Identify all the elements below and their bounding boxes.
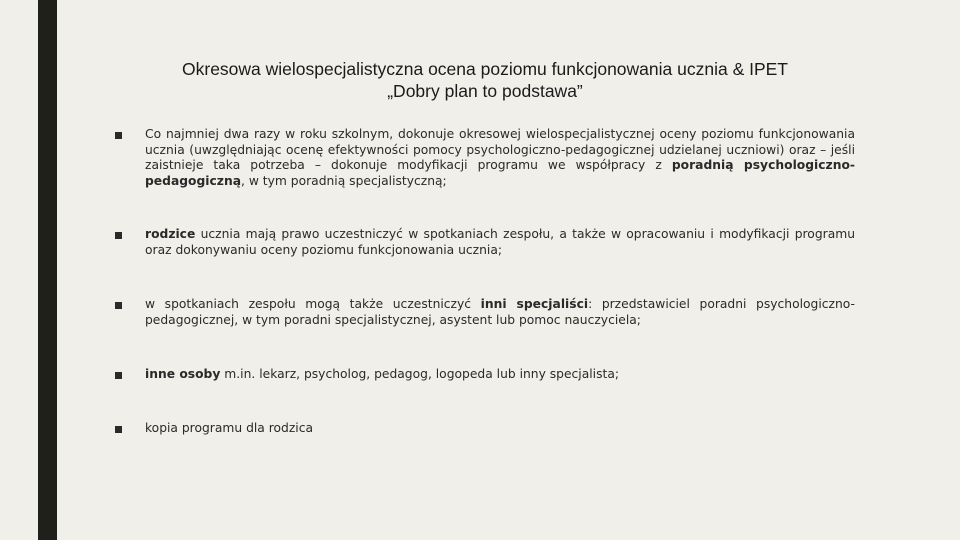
- bullet-item-3: [113, 297, 855, 328]
- title-line-1: Okresowa wielospecjalistyczna ocena poziomu funkcjonowania ucznia & IPET: [182, 59, 788, 79]
- square-bullet-icon: [115, 302, 122, 309]
- bullet-text-bold: inne osoby: [145, 367, 221, 381]
- bullet-text-part: Co najmniej dwa razy w roku szkolnym, dokonuje okresowej wielospecjalistycznej oceny poziomu funkcjonowania ucznia (uwzględniając ocenę efektywności pomocy psychologiczno-pedagogicznej udzielanej uczniowi) oraz – jeśli zaistnieje taka potrzeba – dokonuje modyfikacji programu we współpracy z: [145, 127, 855, 172]
- bullet-text: [145, 297, 855, 328]
- bullet-text-part: , w tym poradnią specjalistyczną;: [241, 173, 447, 188]
- bullet-text: [145, 127, 855, 189]
- bullet-text-part: m.in. lekarz, psycholog, pedagog, logopeda lub inny specjalista;: [220, 367, 619, 381]
- square-bullet-icon: [115, 426, 122, 433]
- bullet-text-part: : przedstawiciel poradni psychologiczno-pedagogicznej, w tym poradni specjalistycznej, asystent lub pomoc nauczyciela;: [145, 297, 855, 327]
- bullet-text: [145, 421, 855, 437]
- bullet-text-bold: poradnią psychologiczno-pedagogiczną: [145, 158, 855, 188]
- bullet-item-2: [113, 227, 855, 258]
- title-line-2: „Dobry plan to podstawa”: [387, 81, 583, 101]
- bullet-text-bold: rodzice: [145, 227, 196, 241]
- bullet-text-part: kopia programu dla rodzica: [145, 421, 314, 435]
- bullet-text: [145, 227, 855, 258]
- bullet-item-1: [113, 127, 855, 189]
- bullet-text-bold: inni specjaliści: [480, 297, 589, 311]
- bullet-item-5: [113, 421, 855, 437]
- left-accent-bar: [38, 0, 57, 540]
- bullet-item-4: [113, 367, 855, 383]
- bullet-text-part: w spotkaniach zespołu mogą także uczestniczyć: [145, 297, 481, 311]
- bullet-text-part: ucznia mają prawo uczestniczyć w spotkaniach zespołu, a także w opracowaniu i modyfikacji programu oraz dokonywaniu oceny poziomu funkcjonowania ucznia;: [145, 227, 855, 257]
- square-bullet-icon: [115, 132, 122, 139]
- bullet-text: [145, 367, 855, 383]
- square-bullet-icon: [115, 232, 122, 239]
- slide-title: [100, 58, 870, 102]
- square-bullet-icon: [115, 372, 122, 379]
